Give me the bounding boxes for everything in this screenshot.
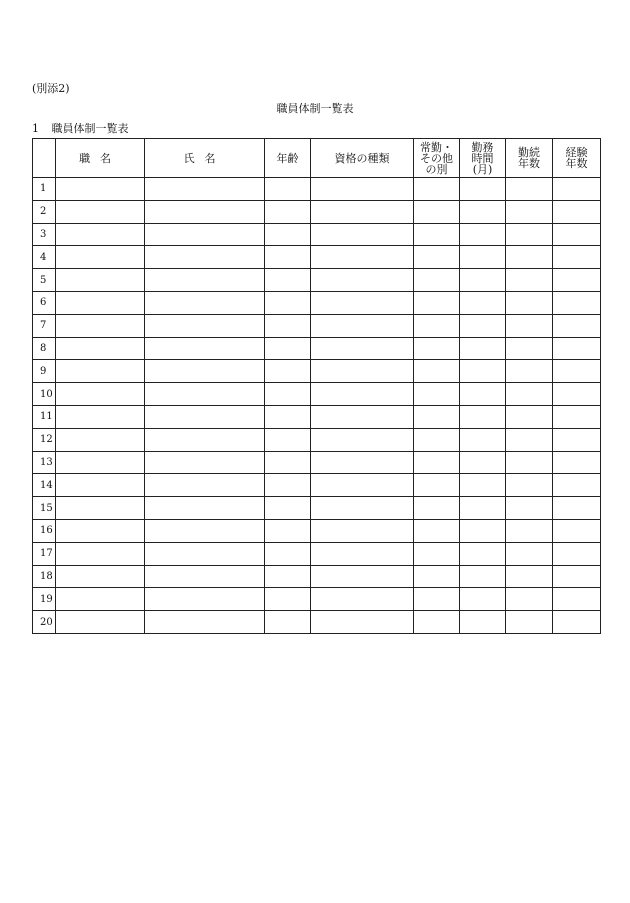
- table-row: [33, 474, 601, 497]
- cell-employment-type[interactable]: [414, 474, 460, 497]
- cell-employment-type[interactable]: [414, 269, 460, 292]
- cell-age[interactable]: [265, 405, 311, 428]
- cell-name[interactable]: [145, 451, 265, 474]
- row-number: 14: [33, 474, 56, 497]
- cell-name[interactable]: [145, 360, 265, 383]
- cell-monthly-hours[interactable]: [460, 519, 506, 542]
- table-row: [33, 246, 601, 269]
- annex-label: (別添2): [32, 82, 70, 95]
- cell-monthly-hours[interactable]: [460, 497, 506, 520]
- cell-name[interactable]: [145, 246, 265, 269]
- cell-years-experience[interactable]: [553, 497, 601, 520]
- cell-job-title[interactable]: [56, 588, 145, 611]
- cell-name[interactable]: [145, 337, 265, 360]
- row-number: 4: [33, 246, 56, 269]
- cell-age[interactable]: [265, 451, 311, 474]
- cell-job-title[interactable]: [56, 451, 145, 474]
- cell-job-title[interactable]: [56, 405, 145, 428]
- cell-qualification[interactable]: [311, 223, 414, 246]
- cell-monthly-hours[interactable]: [460, 246, 506, 269]
- cell-job-title[interactable]: [56, 565, 145, 588]
- cell-job-title[interactable]: [56, 269, 145, 292]
- table-row: [33, 178, 601, 201]
- header-job-title: 職名: [56, 139, 145, 178]
- cell-qualification[interactable]: [311, 314, 414, 337]
- cell-years-experience[interactable]: [553, 246, 601, 269]
- cell-qualification[interactable]: [311, 588, 414, 611]
- cell-years-service[interactable]: [506, 269, 553, 292]
- cell-years-experience[interactable]: [553, 291, 601, 314]
- cell-qualification[interactable]: [311, 565, 414, 588]
- cell-employment-type[interactable]: [414, 519, 460, 542]
- cell-job-title[interactable]: [56, 360, 145, 383]
- cell-employment-type[interactable]: [414, 223, 460, 246]
- table-row: [33, 451, 601, 474]
- cell-name[interactable]: [145, 405, 265, 428]
- section-heading: [32, 120, 129, 136]
- row-number: 11: [33, 405, 56, 428]
- cell-age[interactable]: [265, 542, 311, 565]
- cell-age[interactable]: [265, 360, 311, 383]
- cell-job-title[interactable]: [56, 611, 145, 634]
- cell-name[interactable]: [145, 291, 265, 314]
- cell-years-service[interactable]: [506, 246, 553, 269]
- cell-name[interactable]: [145, 200, 265, 223]
- cell-employment-type[interactable]: [414, 405, 460, 428]
- cell-job-title[interactable]: [56, 497, 145, 520]
- table-row: [33, 519, 601, 542]
- section-number: 1: [32, 122, 39, 135]
- cell-years-service[interactable]: [506, 588, 553, 611]
- cell-years-experience[interactable]: [553, 405, 601, 428]
- cell-name[interactable]: [145, 588, 265, 611]
- header-monthly-hours: 勤務 時間 (月): [460, 139, 506, 178]
- cell-years-service[interactable]: [506, 200, 553, 223]
- cell-monthly-hours[interactable]: [460, 451, 506, 474]
- cell-job-title[interactable]: [56, 246, 145, 269]
- header-name: 氏名: [145, 139, 265, 178]
- row-number: 16: [33, 519, 56, 542]
- cell-age[interactable]: [265, 588, 311, 611]
- table-row: [33, 223, 601, 246]
- cell-qualification[interactable]: [311, 542, 414, 565]
- section-title: 職員体制一覧表: [51, 122, 129, 135]
- cell-monthly-hours[interactable]: [460, 314, 506, 337]
- table-row: [33, 314, 601, 337]
- cell-age[interactable]: [265, 246, 311, 269]
- cell-years-experience[interactable]: [553, 611, 601, 634]
- cell-years-service[interactable]: [506, 383, 553, 406]
- cell-age[interactable]: [265, 565, 311, 588]
- cell-job-title[interactable]: [56, 474, 145, 497]
- cell-years-experience[interactable]: [553, 474, 601, 497]
- table-row: [33, 428, 601, 451]
- table-row: [33, 588, 601, 611]
- row-number: 9: [33, 360, 56, 383]
- row-number: 10: [33, 383, 56, 406]
- cell-years-service[interactable]: [506, 223, 553, 246]
- cell-monthly-hours[interactable]: [460, 428, 506, 451]
- row-number: 6: [33, 291, 56, 314]
- cell-age[interactable]: [265, 519, 311, 542]
- row-number: 15: [33, 497, 56, 520]
- table-row: [33, 565, 601, 588]
- cell-years-experience[interactable]: [553, 360, 601, 383]
- cell-name[interactable]: [145, 428, 265, 451]
- cell-qualification[interactable]: [311, 451, 414, 474]
- row-number: 2: [33, 200, 56, 223]
- header-qualification: 資格の種類: [311, 139, 414, 178]
- cell-qualification[interactable]: [311, 383, 414, 406]
- cell-age[interactable]: [265, 611, 311, 634]
- cell-years-service[interactable]: [506, 405, 553, 428]
- cell-name[interactable]: [145, 542, 265, 565]
- cell-monthly-hours[interactable]: [460, 200, 506, 223]
- cell-name[interactable]: [145, 178, 265, 201]
- row-number: 12: [33, 428, 56, 451]
- cell-years-experience[interactable]: [553, 337, 601, 360]
- cell-employment-type[interactable]: [414, 451, 460, 474]
- header-no: [33, 139, 56, 178]
- cell-age[interactable]: [265, 269, 311, 292]
- table-row: [33, 497, 601, 520]
- cell-qualification[interactable]: [311, 519, 414, 542]
- cell-qualification[interactable]: [311, 497, 414, 520]
- cell-job-title[interactable]: [56, 383, 145, 406]
- cell-employment-type[interactable]: [414, 360, 460, 383]
- table-row: [33, 383, 601, 406]
- cell-age[interactable]: [265, 223, 311, 246]
- table-row: [33, 337, 601, 360]
- cell-employment-type[interactable]: [414, 542, 460, 565]
- cell-employment-type[interactable]: [414, 497, 460, 520]
- cell-qualification[interactable]: [311, 291, 414, 314]
- cell-employment-type[interactable]: [414, 428, 460, 451]
- table-row: [33, 405, 601, 428]
- header-years-experience: 経験 年数: [553, 139, 601, 178]
- cell-years-service[interactable]: [506, 291, 553, 314]
- cell-job-title[interactable]: [56, 519, 145, 542]
- cell-years-service[interactable]: [506, 337, 553, 360]
- cell-name[interactable]: [145, 223, 265, 246]
- cell-age[interactable]: [265, 200, 311, 223]
- cell-employment-type[interactable]: [414, 337, 460, 360]
- cell-years-service[interactable]: [506, 360, 553, 383]
- cell-years-service[interactable]: [506, 314, 553, 337]
- cell-employment-type[interactable]: [414, 383, 460, 406]
- row-number: 1: [33, 178, 56, 201]
- cell-employment-type[interactable]: [414, 588, 460, 611]
- cell-qualification[interactable]: [311, 200, 414, 223]
- header-row: [33, 139, 601, 178]
- cell-monthly-hours[interactable]: [460, 269, 506, 292]
- cell-age[interactable]: [265, 291, 311, 314]
- row-number: 17: [33, 542, 56, 565]
- cell-qualification[interactable]: [311, 611, 414, 634]
- cell-employment-type[interactable]: [414, 565, 460, 588]
- cell-age[interactable]: [265, 178, 311, 201]
- row-number: 7: [33, 314, 56, 337]
- cell-job-title[interactable]: [56, 428, 145, 451]
- row-number: 3: [33, 223, 56, 246]
- cell-monthly-hours[interactable]: [460, 405, 506, 428]
- cell-employment-type[interactable]: [414, 200, 460, 223]
- cell-job-title[interactable]: [56, 223, 145, 246]
- cell-name[interactable]: [145, 474, 265, 497]
- cell-years-experience[interactable]: [553, 223, 601, 246]
- table-row: [33, 291, 601, 314]
- cell-qualification[interactable]: [311, 428, 414, 451]
- cell-employment-type[interactable]: [414, 178, 460, 201]
- cell-years-service[interactable]: [506, 611, 553, 634]
- cell-employment-type[interactable]: [414, 291, 460, 314]
- cell-monthly-hours[interactable]: [460, 588, 506, 611]
- header-age: 年齢: [265, 139, 311, 178]
- header-employment-type: 常勤・ その他 の別: [414, 139, 460, 178]
- cell-monthly-hours[interactable]: [460, 223, 506, 246]
- cell-monthly-hours[interactable]: [460, 474, 506, 497]
- cell-name[interactable]: [145, 497, 265, 520]
- cell-age[interactable]: [265, 428, 311, 451]
- cell-name[interactable]: [145, 611, 265, 634]
- cell-years-service[interactable]: [506, 474, 553, 497]
- cell-name[interactable]: [145, 269, 265, 292]
- cell-age[interactable]: [265, 337, 311, 360]
- cell-monthly-hours[interactable]: [460, 383, 506, 406]
- cell-employment-type[interactable]: [414, 246, 460, 269]
- cell-monthly-hours[interactable]: [460, 360, 506, 383]
- row-number: 19: [33, 588, 56, 611]
- cell-name[interactable]: [145, 383, 265, 406]
- staff-roster-table: [32, 138, 601, 634]
- cell-age[interactable]: [265, 497, 311, 520]
- header-years-service: 勤続 年数: [506, 139, 553, 178]
- cell-qualification[interactable]: [311, 360, 414, 383]
- cell-years-experience[interactable]: [553, 200, 601, 223]
- cell-years-experience[interactable]: [553, 451, 601, 474]
- table-row: [33, 360, 601, 383]
- cell-years-experience[interactable]: [553, 269, 601, 292]
- cell-years-experience[interactable]: [553, 542, 601, 565]
- cell-years-service[interactable]: [506, 565, 553, 588]
- table-row: [33, 611, 601, 634]
- cell-years-service[interactable]: [506, 451, 553, 474]
- cell-employment-type[interactable]: [414, 611, 460, 634]
- cell-years-experience[interactable]: [553, 383, 601, 406]
- cell-years-experience[interactable]: [553, 588, 601, 611]
- cell-job-title[interactable]: [56, 291, 145, 314]
- cell-job-title[interactable]: [56, 337, 145, 360]
- cell-age[interactable]: [265, 474, 311, 497]
- cell-monthly-hours[interactable]: [460, 337, 506, 360]
- document-title: 職員体制一覧表: [276, 102, 354, 115]
- cell-years-experience[interactable]: [553, 519, 601, 542]
- cell-years-experience[interactable]: [553, 565, 601, 588]
- row-number: 8: [33, 337, 56, 360]
- roster-body: [33, 178, 601, 634]
- cell-job-title[interactable]: [56, 314, 145, 337]
- cell-job-title[interactable]: [56, 178, 145, 201]
- cell-monthly-hours[interactable]: [460, 611, 506, 634]
- cell-qualification[interactable]: [311, 246, 414, 269]
- cell-employment-type[interactable]: [414, 314, 460, 337]
- cell-years-service[interactable]: [506, 497, 553, 520]
- cell-job-title[interactable]: [56, 542, 145, 565]
- cell-age[interactable]: [265, 383, 311, 406]
- cell-name[interactable]: [145, 565, 265, 588]
- cell-years-service[interactable]: [506, 178, 553, 201]
- cell-years-experience[interactable]: [553, 178, 601, 201]
- row-number: 13: [33, 451, 56, 474]
- cell-name[interactable]: [145, 314, 265, 337]
- cell-job-title[interactable]: [56, 200, 145, 223]
- cell-qualification[interactable]: [311, 178, 414, 201]
- cell-years-experience[interactable]: [553, 428, 601, 451]
- row-number: 20: [33, 611, 56, 634]
- cell-years-service[interactable]: [506, 519, 553, 542]
- table-row: [33, 269, 601, 292]
- cell-monthly-hours[interactable]: [460, 542, 506, 565]
- cell-monthly-hours[interactable]: [460, 565, 506, 588]
- cell-qualification[interactable]: [311, 269, 414, 292]
- cell-name[interactable]: [145, 519, 265, 542]
- row-number: 5: [33, 269, 56, 292]
- cell-years-experience[interactable]: [553, 314, 601, 337]
- row-number: 18: [33, 565, 56, 588]
- cell-qualification[interactable]: [311, 337, 414, 360]
- cell-age[interactable]: [265, 314, 311, 337]
- cell-qualification[interactable]: [311, 474, 414, 497]
- cell-monthly-hours[interactable]: [460, 291, 506, 314]
- table-row: [33, 200, 601, 223]
- cell-monthly-hours[interactable]: [460, 178, 506, 201]
- table-row: [33, 542, 601, 565]
- cell-years-service[interactable]: [506, 428, 553, 451]
- cell-years-service[interactable]: [506, 542, 553, 565]
- cell-qualification[interactable]: [311, 405, 414, 428]
